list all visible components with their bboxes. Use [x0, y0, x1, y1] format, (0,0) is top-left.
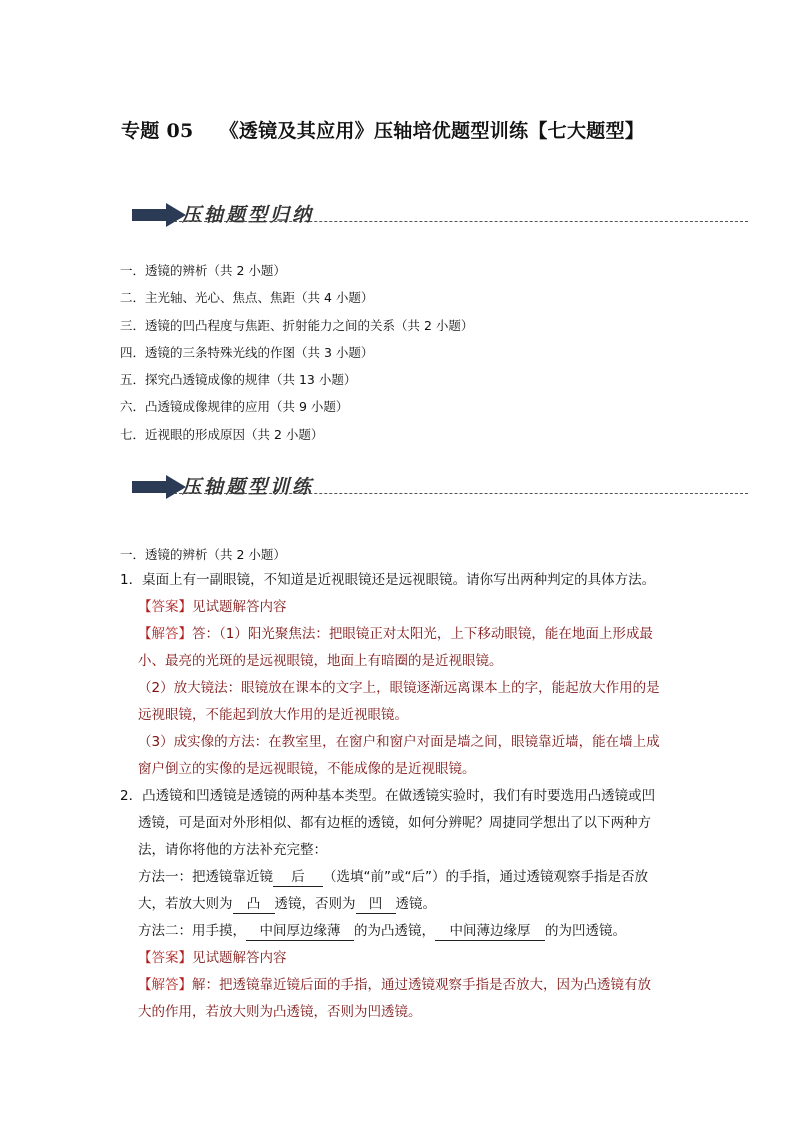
page-title: [121, 116, 644, 143]
toc-item: 三．透镜的凹凸程度与焦距、折射能力之间的关系（共 2 小题）: [120, 317, 474, 333]
answer-tag: 【答案】: [138, 599, 192, 615]
q2-stem-line: 法，请你将他的方法补充完整：: [138, 842, 327, 858]
q1-analysis-line: 远视眼镜，不能起到放大作用的是近视眼镜。: [138, 707, 408, 723]
q2-analysis-line: 【解答】解：把透镜靠近镜后面的手指，通过透镜观察手指是否放大，因为凸透镜有放: [138, 977, 651, 993]
answer-blank: 中间薄边缘厚: [435, 922, 545, 941]
answer-blank: 凸: [233, 895, 275, 914]
toc-item: 五．探究凸透镜成像的规律（共 13 小题）: [120, 372, 357, 388]
q1-answer: [120, 598, 690, 625]
q1-analysis-line: 【解答】答：（1）阳光聚焦法：把眼镜正对太阳光，上下移动眼镜，能在地面上形成最: [138, 626, 653, 642]
q2-method1-line: 方法一：把透镜靠近镜 后 （选填“前”或“后”）的手指，通过透镜观察手指是否放: [138, 869, 648, 885]
arrow-icon: [132, 475, 186, 499]
answer-text: 见试题解答内容: [192, 950, 287, 966]
q1-analysis-line: （3）成实像的方法：在教室里，在窗户和窗户对面是墙之间，眼镜靠近墙，能在墙上成: [138, 734, 660, 750]
q2-method1-line: 大，若放大则为 凸 透镜，否则为 凹 透镜。: [138, 896, 436, 912]
summary-banner-label: 压轴题型归纳: [182, 204, 315, 226]
answer-text: 见试题解答内容: [192, 599, 287, 615]
q2-analysis-line: 大的作用，若放大则为凸透镜，否则为凹透镜。: [138, 1004, 422, 1020]
title-text: 《透镜及其应用》压轴培优题型训练【七大题型】: [219, 120, 645, 142]
q2-stem-line: 透镜，可是面对外形相似、都有边框的透镜，如何分辨呢？周捷同学想出了以下两种方: [138, 815, 651, 831]
training-banner: [122, 470, 748, 504]
toc-item: 一．透镜的辨析（共 2 小题）: [120, 263, 286, 278]
q1-analysis-line: 窗户倒立的实像的是远视眼镜，不能成像的是近视眼镜。: [138, 761, 476, 777]
q1-analysis-line: （2）放大镜法：眼镜放在课本的文字上，眼镜逐渐远离课本上的字，能起放大作用的是: [138, 680, 660, 696]
title-number: 专题 05: [121, 120, 194, 142]
training-banner-label: 压轴题型训练: [182, 476, 315, 498]
summary-banner: [122, 198, 748, 232]
answer-tag: 【答案】: [138, 950, 192, 966]
arrow-icon: [132, 203, 186, 227]
answer-blank: 凹: [356, 895, 396, 914]
q2-answer: [120, 949, 690, 976]
toc-item: 七．近视眼的形成原因（共 2 小题）: [120, 426, 324, 442]
section-heading: 一．透镜的辨析（共 2 小题）: [120, 547, 286, 562]
answer-blank: 后: [273, 868, 323, 887]
q1-analysis-line: 小、最亮的光斑的是远视眼镜，地面上有暗圈的是近视眼镜。: [138, 653, 503, 669]
toc-list: [120, 262, 473, 453]
analysis-tag: 【解答】: [138, 626, 192, 642]
toc-item: 四．透镜的三条特殊光线的作图（共 3 小题）: [120, 344, 374, 360]
toc-item: 六．凸透镜成像规律的应用（共 9 小题）: [120, 399, 349, 415]
analysis-tag: 【解答】: [138, 977, 192, 993]
q1-stem: 1．桌面上有一副眼镜，不知道是近视眼镜还是远视眼镜。请你写出两种判定的具体方法。: [120, 572, 656, 588]
q2-stem-line: 2．凸透镜和凹透镜是透镜的两种基本类型。在做透镜实验时，我们有时要选用凸透镜或凹: [120, 788, 656, 804]
toc-item: 二．主光轴、光心、焦点、焦距（共 4 小题）: [120, 290, 374, 306]
q2-method2-line: 方法二：用手摸， 中间厚边缘薄 的为凸透镜， 中间薄边缘厚 的为凹透镜。: [138, 923, 626, 939]
question-content: [120, 571, 690, 1030]
answer-blank: 中间厚边缘薄: [246, 922, 354, 941]
